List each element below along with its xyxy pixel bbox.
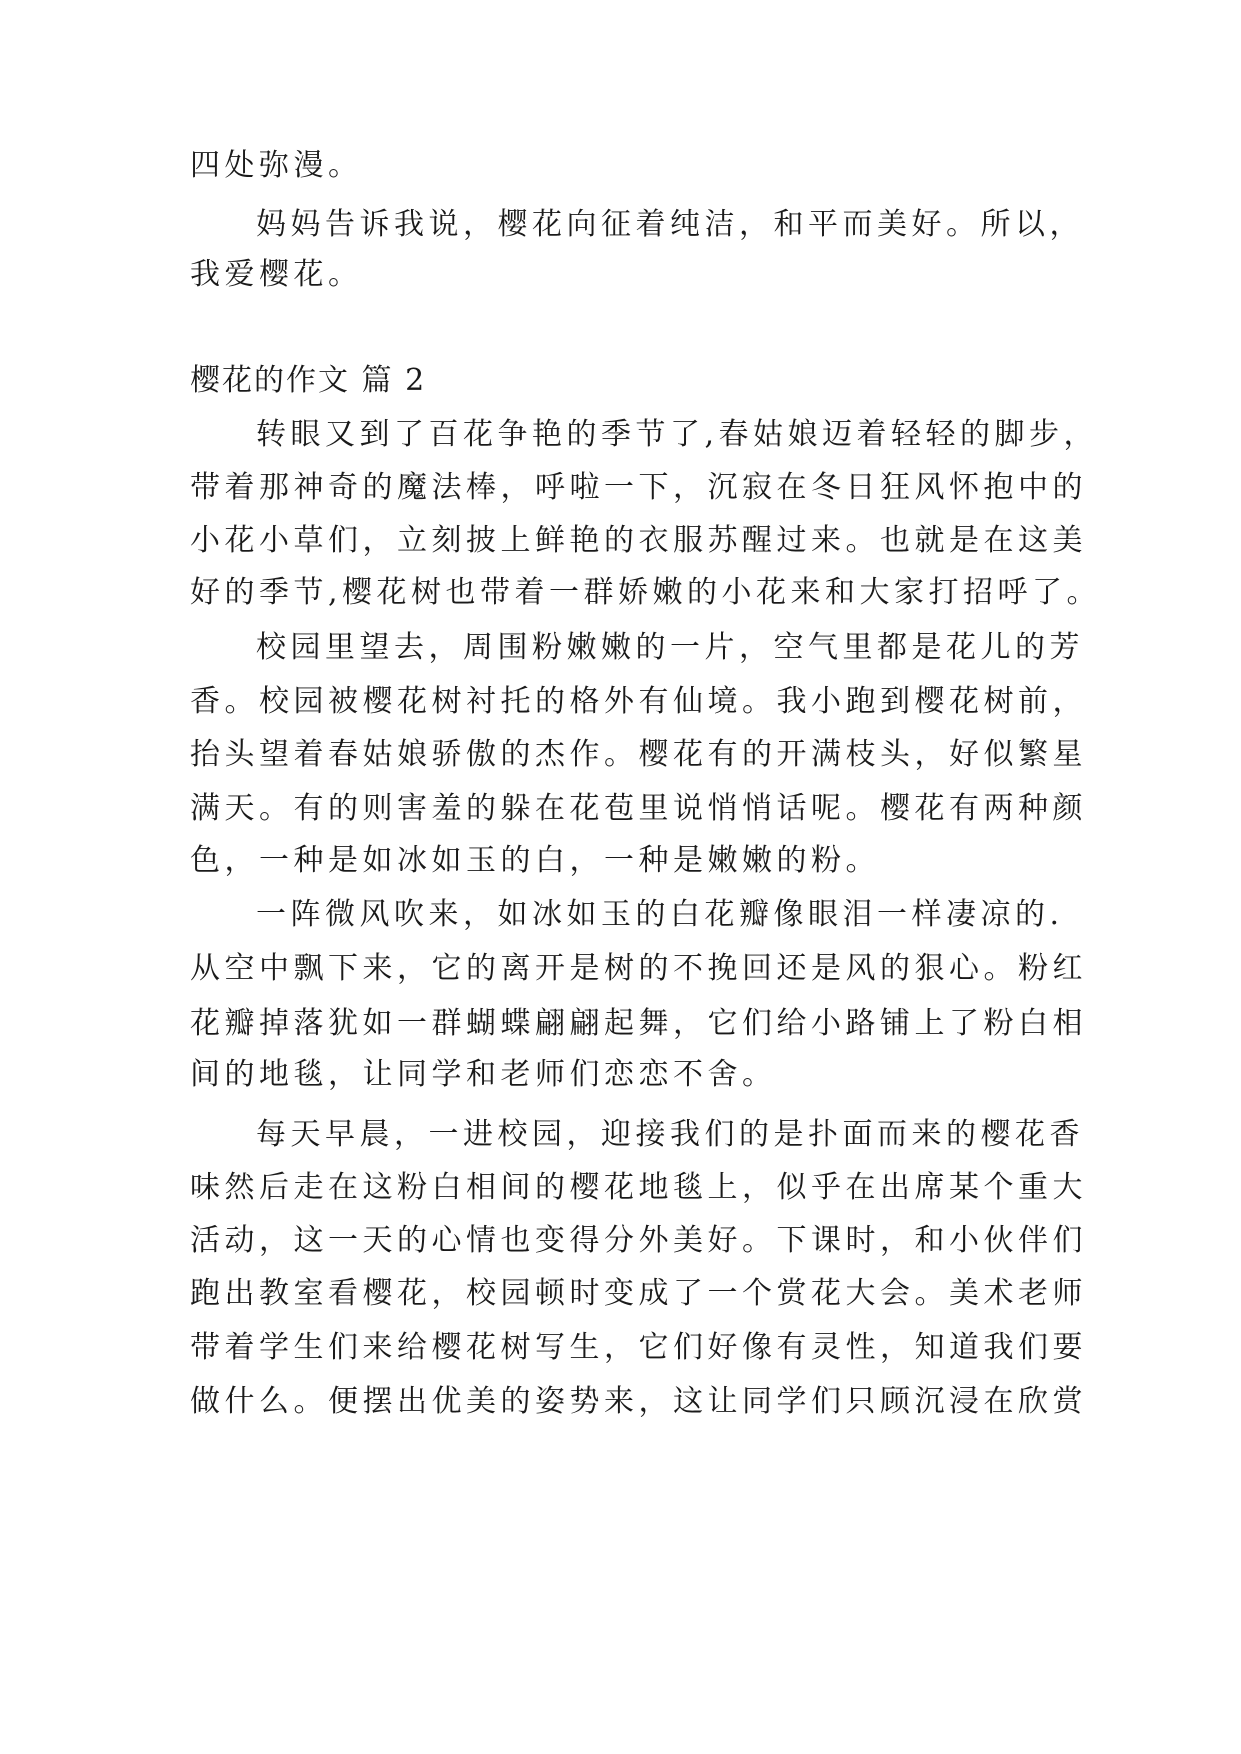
paragraph-line: 间的地毯，让同学和老师们恋恋不舍。: [190, 1057, 777, 1092]
paragraph-line: 带着学生们来给樱花树写生，它们好像有灵性，知道我们要: [190, 1330, 1087, 1365]
paragraph-line: 校园里望去，周围粉嫩嫩的一片，空气里都是花儿的芳: [256, 630, 1084, 665]
paragraph-line: 做什么。便摆出优美的姿势来，这让同学们只顾沉浸在欣赏: [190, 1384, 1087, 1419]
paragraph-line: 色，一种是如冰如玉的白，一种是嫩嫩的粉。: [190, 843, 880, 878]
paragraph-line: 从空中飘下来，它的离开是树的不挽回还是风的狠心。粉红: [190, 951, 1087, 986]
paragraph-line: 小花小草们，立刻披上鲜艳的衣服苏醒过来。也就是在这美: [190, 523, 1087, 558]
paragraph-line: 一阵微风吹来，如冰如玉的白花瓣像眼泪一样凄凉的.: [256, 897, 1064, 932]
paragraph-line: 我爱樱花。: [190, 257, 363, 292]
section-heading: 樱花的作文 篇 2: [190, 363, 427, 398]
paragraph-line: 四处弥漫。: [190, 148, 363, 183]
paragraph-line: 跑出教室看樱花，校园顿时变成了一个赏花大会。美术老师: [190, 1276, 1087, 1311]
paragraph-line: 每天早晨，一进校园，迎接我们的是扑面而来的樱花香: [256, 1117, 1084, 1152]
paragraph-line: 抬头望着春姑娘骄傲的杰作。樱花有的开满枝头，好似繁星: [190, 737, 1087, 772]
paragraph-line: 好的季节,樱花树也带着一群娇嫩的小花来和大家打招呼了。: [190, 575, 1102, 610]
paragraph-line: 妈妈告诉我说，樱花向征着纯洁，和平而美好。所以，: [256, 207, 1084, 242]
paragraph-line: 活动，这一天的心情也变得分外美好。下课时，和小伙伴们: [190, 1223, 1087, 1258]
paragraph-line: 转眼又到了百花争艳的季节了,春姑娘迈着轻轻的脚步，: [256, 417, 1099, 452]
paragraph-line: 满天。有的则害羞的躲在花苞里说悄悄话呢。樱花有两种颜: [190, 791, 1087, 826]
paragraph-line: 花瓣掉落犹如一群蝴蝶翩翩起舞，它们给小路铺上了粉白相: [190, 1006, 1087, 1041]
paragraph-line: 带着那神奇的魔法棒，呼啦一下，沉寂在冬日狂风怀抱中的: [190, 470, 1087, 505]
paragraph-line: 味然后走在这粉白相间的樱花地毯上，似乎在出席某个重大: [190, 1170, 1087, 1205]
paragraph-line: 香。校园被樱花树衬托的格外有仙境。我小跑到樱花树前，: [190, 684, 1087, 719]
